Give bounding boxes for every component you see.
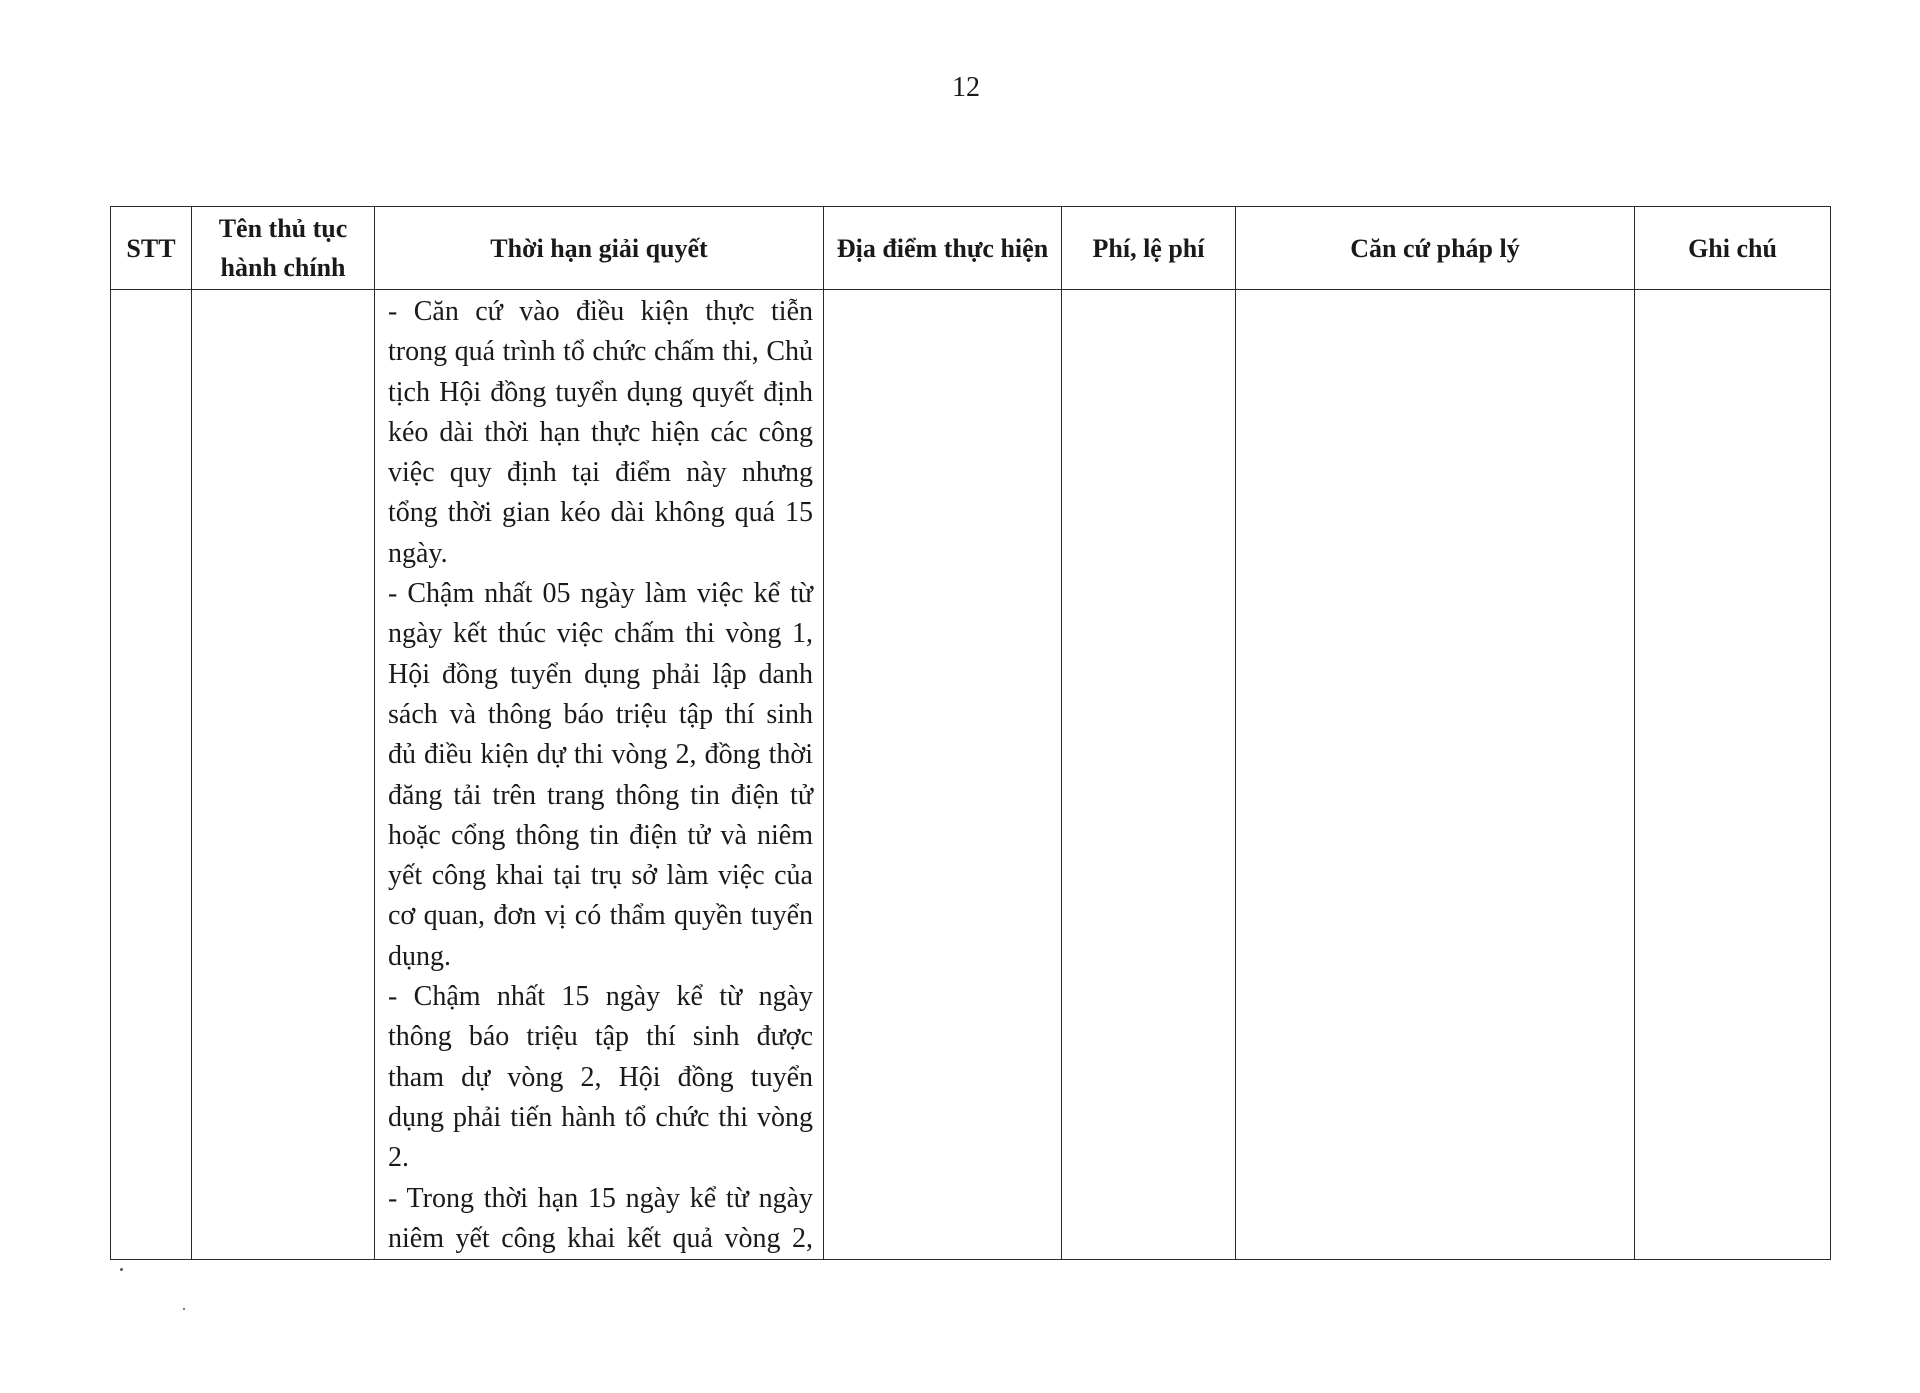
time-limit-paragraph-2: - Chậm nhất 05 ngày làm việc kể từ ngày kết thúc việc chấm thi vòng 1, Hội đồng tuyển dụng phải lập danh sách và thông báo triệu tập thí sinh đủ điều kiện dự thi vòng 2, đồng thời đăng tải trên trang thông tin điện tử hoặc cổng thông tin điện tử và niêm yết công khai tại trụ sở làm việc của cơ quan, đơn vị có thẩm quyền tuyển dụng. <box>388 578 813 972</box>
cell-time-limit <box>375 290 824 1260</box>
table-row <box>111 290 1831 1260</box>
header-fees: Phí, lệ phí <box>1062 207 1236 290</box>
scan-speck <box>120 1268 123 1271</box>
procedure-table <box>110 206 1831 1260</box>
header-notes: Ghi chú <box>1635 207 1831 290</box>
table-header-row <box>111 207 1831 290</box>
cell-legal-basis <box>1236 290 1635 1260</box>
time-limit-paragraph-4: - Trong thời hạn 15 ngày kể từ ngày niêm yết công khai kết quả vòng 2, <box>388 1182 813 1254</box>
cell-stt <box>111 290 192 1260</box>
header-time-limit: Thời hạn giải quyết <box>375 207 824 290</box>
header-procedure-name: Tên thủ tục hành chính <box>192 207 375 290</box>
cell-location <box>824 290 1062 1260</box>
cell-procedure-name <box>192 290 375 1260</box>
scan-speck <box>183 1308 185 1310</box>
cell-fees <box>1062 290 1236 1260</box>
cell-notes <box>1635 290 1831 1260</box>
page-number: 12 <box>952 72 980 103</box>
time-limit-paragraph-1: - Căn cứ vào điều kiện thực tiễn trong quá trình tổ chức chấm thi, Chủ tịch Hội đồng tuyển dụng quyết định kéo dài thời hạn thực hiện các công việc quy định tại điểm này nhưng tổng thời gian kéo dài không quá 15 ngày. <box>388 296 813 569</box>
header-legal-basis: Căn cứ pháp lý <box>1236 207 1635 290</box>
time-limit-paragraph-3: - Chậm nhất 15 ngày kể từ ngày thông báo triệu tập thí sinh được tham dự vòng 2, Hội đồng tuyển dụng phải tiến hành tổ chức thi vòng 2. <box>388 981 813 1174</box>
header-location: Địa điểm thực hiện <box>824 207 1062 290</box>
header-stt: STT <box>111 207 192 290</box>
